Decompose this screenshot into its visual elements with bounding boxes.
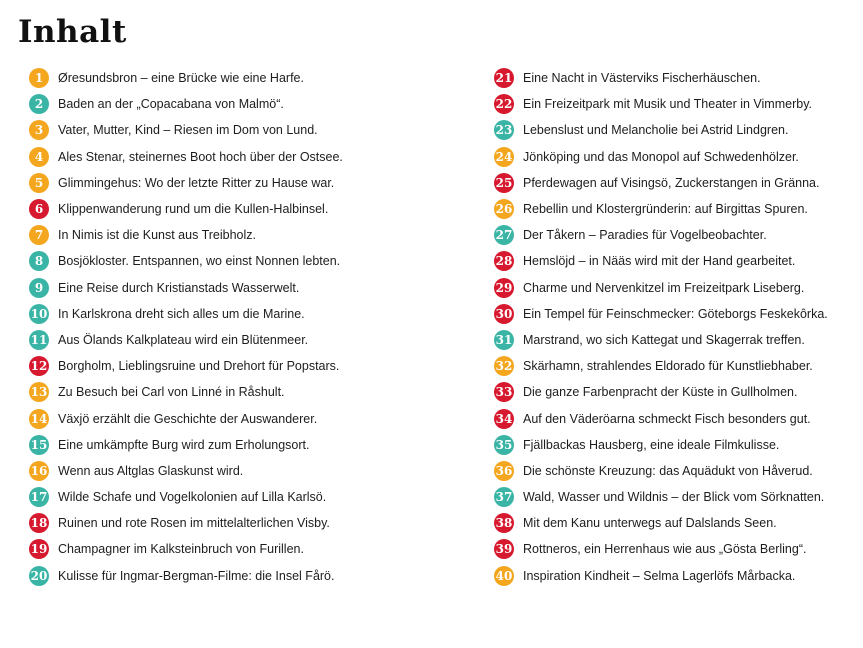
chapter-title: Die ganze Farbenpracht der Küste in Gullholmen.: [523, 385, 798, 400]
chapter-title: Eine Nacht in Västerviks Fischerhäuschen.: [523, 71, 761, 86]
chapter-title: Mit dem Kanu unterwegs auf Dalslands Seen.: [523, 516, 777, 531]
toc-item[interactable]: [494, 458, 828, 484]
chapter-title: Glimmingehus: Wo der letzte Ritter zu Hause war.: [58, 175, 335, 190]
chapter-number-badge: 20: [29, 566, 49, 586]
chapter-title: Baden an der „Copacabana von Malmö“.: [58, 97, 284, 112]
toc-item[interactable]: [29, 65, 343, 91]
chapter-title: Eine umkämpfte Burg wird zum Erholungsort.: [58, 437, 310, 452]
chapter-title: Die schönste Kreuzung: das Aquädukt von Håverud.: [523, 463, 813, 478]
chapter-number-badge: 33: [494, 382, 514, 402]
chapter-title: Ales Stenar, steinernes Boot hoch über der Ostsee.: [58, 149, 343, 164]
toc-item[interactable]: [29, 196, 343, 222]
toc-item[interactable]: [29, 458, 343, 484]
chapter-number-badge: 13: [29, 382, 49, 402]
chapter-number-badge: 29: [494, 278, 514, 298]
chapter-number-badge: 30: [494, 304, 514, 324]
toc-column-left: [29, 65, 343, 589]
chapter-title: Marstrand, wo sich Kattegat und Skagerrak treffen.: [523, 332, 805, 347]
chapter-title: Der Tåkern – Paradies für Vogelbeobachter.: [523, 228, 767, 243]
chapter-number-badge: 4: [29, 147, 49, 167]
chapter-number-badge: 39: [494, 539, 514, 559]
chapter-number-badge: 27: [494, 225, 514, 245]
chapter-title: In Nimis ist die Kunst aus Treibholz.: [58, 228, 256, 243]
chapter-number-badge: 34: [494, 409, 514, 429]
chapter-number-badge: 22: [494, 94, 514, 114]
chapter-title: Ein Tempel für Feinschmecker: Göteborgs Feskekôrka.: [523, 306, 828, 321]
chapter-number-badge: 8: [29, 251, 49, 271]
toc-item[interactable]: [494, 222, 828, 248]
toc-item[interactable]: [29, 275, 343, 301]
chapter-number-badge: 10: [29, 304, 49, 324]
toc-item[interactable]: [29, 301, 343, 327]
chapter-number-badge: 11: [29, 330, 49, 350]
toc-item[interactable]: [29, 353, 343, 379]
toc-item[interactable]: [494, 432, 828, 458]
chapter-number-badge: 18: [29, 513, 49, 533]
toc-item[interactable]: [29, 117, 343, 143]
chapter-number-badge: 36: [494, 461, 514, 481]
toc-item[interactable]: [494, 65, 828, 91]
toc-item[interactable]: [29, 484, 343, 510]
toc-item[interactable]: [494, 536, 828, 562]
chapter-number-badge: 28: [494, 251, 514, 271]
chapter-title: Inspiration Kindheit – Selma Lagerlöfs Mårbacka.: [523, 568, 796, 583]
chapter-title: Vater, Mutter, Kind – Riesen im Dom von Lund.: [58, 123, 318, 138]
toc-item[interactable]: [29, 432, 343, 458]
toc-item[interactable]: [29, 379, 343, 405]
chapter-title: Wenn aus Altglas Glaskunst wird.: [58, 463, 244, 478]
chapter-title: Wald, Wasser und Wildnis – der Blick vom Sörknatten.: [523, 490, 825, 505]
chapter-title: Skärhamn, strahlendes Eldorado für Kunstliebhaber.: [523, 359, 813, 374]
toc-item[interactable]: [494, 327, 828, 353]
chapter-number-badge: 16: [29, 461, 49, 481]
toc-item[interactable]: [494, 353, 828, 379]
toc-item[interactable]: [494, 405, 828, 431]
chapter-title: Zu Besuch bei Carl von Linné in Råshult.: [58, 385, 285, 400]
toc-item[interactable]: [29, 222, 343, 248]
chapter-title: Borgholm, Lieblingsruine und Drehort für Popstars.: [58, 359, 340, 374]
chapter-title: Ein Freizeitpark mit Musik und Theater in Vimmerby.: [523, 97, 812, 112]
chapter-title: Jönköping und das Monopol auf Schwedenhölzer.: [523, 149, 799, 164]
chapter-number-badge: 12: [29, 356, 49, 376]
toc-item[interactable]: [494, 117, 828, 143]
toc-item[interactable]: [494, 379, 828, 405]
chapter-title: Kulisse für Ingmar-Bergman-Filme: die Insel Fårö.: [58, 568, 335, 583]
chapter-number-badge: 1: [29, 68, 49, 88]
chapter-number-badge: 17: [29, 487, 49, 507]
toc-item[interactable]: [29, 248, 343, 274]
toc-item[interactable]: [29, 405, 343, 431]
chapter-title: Bosjökloster. Entspannen, wo einst Nonnen lebten.: [58, 254, 341, 269]
toc-column-right: [494, 65, 828, 589]
chapter-number-badge: 9: [29, 278, 49, 298]
toc-item[interactable]: [29, 510, 343, 536]
chapter-title: Wilde Schafe und Vogelkolonien auf Lilla Karlsö.: [58, 490, 327, 505]
chapter-number-badge: 14: [29, 409, 49, 429]
toc-item[interactable]: [29, 563, 343, 589]
chapter-number-badge: 31: [494, 330, 514, 350]
chapter-title: Rottneros, ein Herrenhaus wie aus „Gösta Berling“.: [523, 542, 807, 557]
chapter-number-badge: 26: [494, 199, 514, 219]
chapter-title: Växjö erzählt die Geschichte der Auswanderer.: [58, 411, 318, 426]
toc-item[interactable]: [29, 144, 343, 170]
chapter-number-badge: 24: [494, 147, 514, 167]
chapter-number-badge: 3: [29, 120, 49, 140]
chapter-number-badge: 35: [494, 435, 514, 455]
toc-item[interactable]: [494, 484, 828, 510]
chapter-number-badge: 6: [29, 199, 49, 219]
chapter-number-badge: 38: [494, 513, 514, 533]
toc-item[interactable]: [29, 91, 343, 117]
chapter-title: Eine Reise durch Kristianstads Wasserwelt.: [58, 280, 300, 295]
chapter-title: Charme und Nervenkitzel im Freizeitpark Liseberg.: [523, 280, 805, 295]
chapter-number-badge: 15: [29, 435, 49, 455]
toc-item[interactable]: [494, 196, 828, 222]
toc-item[interactable]: [494, 301, 828, 327]
chapter-number-badge: 32: [494, 356, 514, 376]
chapter-number-badge: 23: [494, 120, 514, 140]
toc-item[interactable]: [494, 144, 828, 170]
chapter-title: Pferdewagen auf Visingsö, Zuckerstangen in Gränna.: [523, 175, 820, 190]
chapter-number-badge: 37: [494, 487, 514, 507]
chapter-title: Klippenwanderung rund um die Kullen-Halbinsel.: [58, 202, 329, 217]
toc-item[interactable]: [29, 536, 343, 562]
chapter-number-badge: 25: [494, 173, 514, 193]
toc-item[interactable]: [494, 91, 828, 117]
chapter-title: Champagner im Kalksteinbruch von Furillen.: [58, 542, 304, 557]
toc-item[interactable]: [494, 510, 828, 536]
chapter-title: Hemslöjd – in Nääs wird mit der Hand gearbeitet.: [523, 254, 796, 269]
chapter-title: Fjällbackas Hausberg, eine ideale Filmkulisse.: [523, 437, 780, 452]
chapter-title: Rebellin und Klostergründerin: auf Birgittas Spuren.: [523, 202, 808, 217]
chapter-number-badge: 21: [494, 68, 514, 88]
chapter-title: Auf den Väderöarna schmeckt Fisch besonders gut.: [523, 411, 811, 426]
chapter-title: Lebenslust und Melancholie bei Astrid Lindgren.: [523, 123, 789, 138]
chapter-title: Ruinen und rote Rosen im mittelalterlichen Visby.: [58, 516, 330, 531]
chapter-number-badge: 40: [494, 566, 514, 586]
toc-item[interactable]: [494, 170, 828, 196]
page-title: Inhalt: [18, 14, 127, 50]
toc-item[interactable]: [494, 563, 828, 589]
toc-item[interactable]: [494, 275, 828, 301]
chapter-title: Øresundsbron – eine Brücke wie eine Harfe.: [58, 71, 304, 86]
chapter-title: In Karlskrona dreht sich alles um die Marine.: [58, 306, 305, 321]
toc-item[interactable]: [29, 327, 343, 353]
chapter-number-badge: 19: [29, 539, 49, 559]
chapter-number-badge: 7: [29, 225, 49, 245]
toc-item[interactable]: [29, 170, 343, 196]
chapter-number-badge: 5: [29, 173, 49, 193]
chapter-number-badge: 2: [29, 94, 49, 114]
chapter-title: Aus Ölands Kalkplateau wird ein Blütenmeer.: [58, 332, 309, 347]
toc-item[interactable]: [494, 248, 828, 274]
